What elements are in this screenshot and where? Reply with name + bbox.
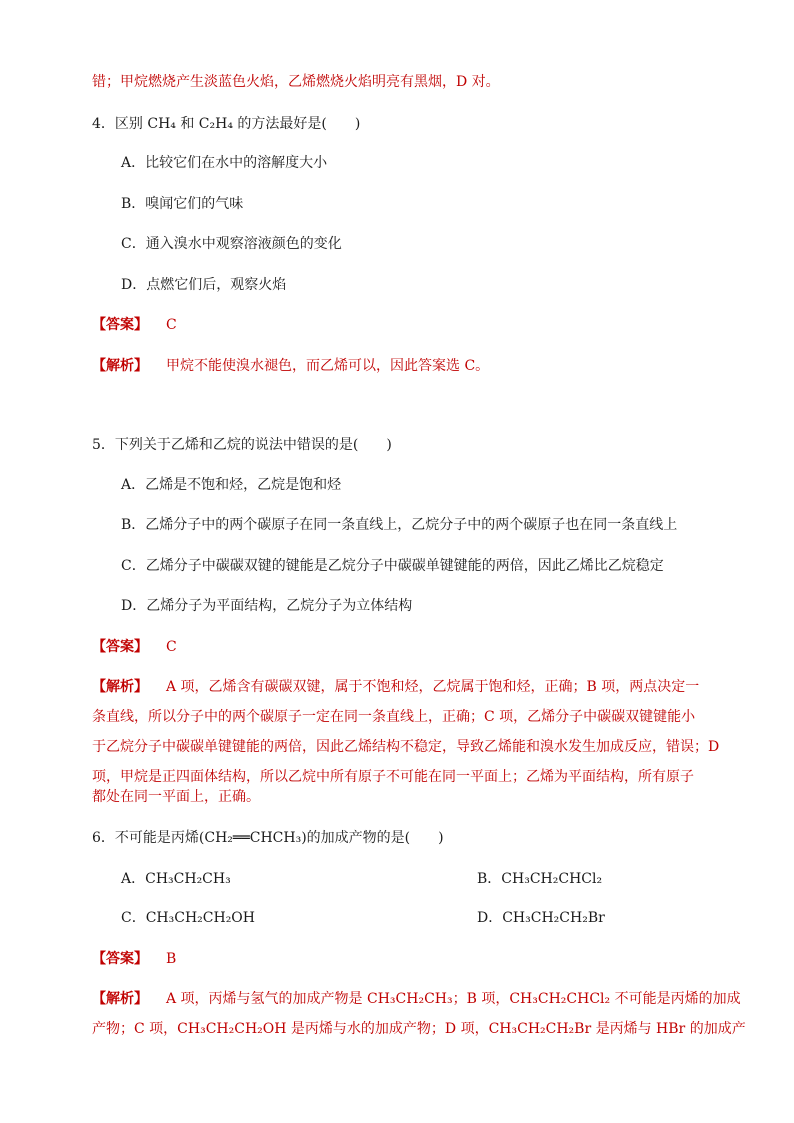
question-6-stem: 6．不可能是丙烯(CH₂══CHCH₃)的加成产物的是( ) <box>92 830 444 846</box>
explanation-label: 【解析】 <box>92 358 148 374</box>
question-5-option-d: D．乙烯分子为平面结构，乙烷分子为立体结构 <box>121 598 413 614</box>
question-6-option-b: B．CH₃CH₂CHCl₂ <box>477 871 603 887</box>
question-6-options-row-2 <box>121 908 605 928</box>
question-6-answer <box>92 949 176 969</box>
prev-explanation-tail: 错；甲烷燃烧产生淡蓝色火焰，乙烯燃烧火焰明亮有黑烟，D 对。 <box>92 74 500 90</box>
question-4-stem: 4．区别 CH₄ 和 C₂H₄ 的方法最好是( ) <box>92 116 361 132</box>
question-5-explanation <box>92 677 699 697</box>
answer-value: C <box>166 639 177 655</box>
explanation-text: 甲烷不能使溴水褪色，而乙烯可以，因此答案选 C。 <box>166 358 490 374</box>
question-5-explanation-line: 于乙烷分子中碳碳单键键能的两倍，因此乙烯结构不稳定，导致乙烯能和溴水发生加成反应，错误；D <box>92 739 720 755</box>
question-4-explanation <box>92 356 489 376</box>
question-6-option-c: C．CH₃CH₂CH₂OH <box>121 910 255 926</box>
question-4-option-c: C．通入溴水中观察溶液颜色的变化 <box>121 236 342 252</box>
question-5-explanation-line: 项，甲烷是正四面体结构，所以乙烷中所有原子不可能在同一平面上；乙烯为平面结构，所有原子 <box>92 769 694 785</box>
question-4-option-a: A．比较它们在水中的溶解度大小 <box>121 155 328 171</box>
question-6-option-d: D．CH₃CH₂CH₂Br <box>477 910 605 926</box>
question-5-stem: 5．下列关于乙烯和乙烷的说法中错误的是( ) <box>92 437 392 453</box>
answer-value: B <box>166 951 177 967</box>
question-6-explanation-line: 产物；C 项，CH₃CH₂CH₂OH 是丙烯与水的加成产物；D 项，CH₃CH₂CH₂Br 是丙烯与 HBr 的加成产 <box>92 1021 746 1037</box>
question-5-option-b: B．乙烯分子中的两个碳原子在同一条直线上，乙烷分子中的两个碳原子也在同一条直线上 <box>121 517 678 533</box>
question-5-option-c: C．乙烯分子中碳碳双键的键能是乙烷分子中碳碳单键键能的两倍，因此乙烯比乙烷稳定 <box>121 558 664 574</box>
explanation-label: 【解析】 <box>92 991 148 1007</box>
question-6-options-row-1 <box>121 869 603 889</box>
answer-value: C <box>166 317 177 333</box>
explanation-label: 【解析】 <box>92 679 148 695</box>
question-6-option-a: A．CH₃CH₂CH₃ <box>121 871 231 887</box>
question-5-answer <box>92 637 177 657</box>
answer-label: 【答案】 <box>92 639 148 655</box>
explanation-text: A 项，乙烯含有碳碳双键，属于不饱和烃，乙烷属于饱和烃，正确；B 项，两点决定一 <box>166 679 700 695</box>
answer-label: 【答案】 <box>92 951 148 967</box>
question-5-option-a: A．乙烯是不饱和烃，乙烷是饱和烃 <box>121 477 342 493</box>
question-4-option-b: B．嗅闻它们的气味 <box>121 196 244 212</box>
answer-label: 【答案】 <box>92 317 148 333</box>
question-5-explanation-line: 都处在同一平面上，正确。 <box>92 789 260 805</box>
explanation-text: A 项，丙烯与氢气的加成产物是 CH₃CH₂CH₃；B 项，CH₃CH₂CHCl₂ 不可能是丙烯的加成 <box>166 991 741 1007</box>
question-4-option-d: D．点燃它们后，观察火焰 <box>121 277 287 293</box>
question-6-explanation <box>92 989 741 1009</box>
question-4-answer <box>92 315 177 335</box>
question-5-explanation-line: 条直线，所以分子中的两个碳原子一定在同一条直线上，正确；C 项，乙烯分子中碳碳双键键能小 <box>92 709 696 725</box>
